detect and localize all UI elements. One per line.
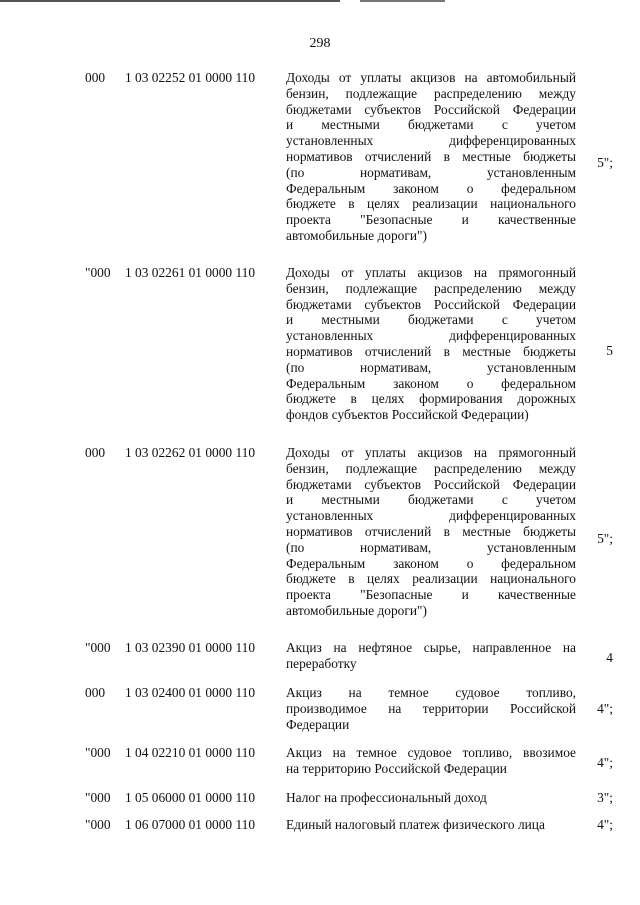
allocation-norm: 4"; xyxy=(597,701,613,716)
allocation-norm: 4"; xyxy=(597,817,613,832)
admin-code: "000 xyxy=(85,640,111,655)
description-line: Акциз на темное судовое топливо, xyxy=(286,685,576,700)
admin-code: "000 xyxy=(85,817,111,832)
admin-code: 000 xyxy=(85,445,106,460)
description-line: нормативов отчислений в местные бюджеты xyxy=(286,343,576,359)
allocation-norm: 3"; xyxy=(597,790,613,805)
description-line: Единый налоговый платеж физического лица xyxy=(286,817,545,832)
description-line: производимое на территории Российской xyxy=(286,700,576,716)
description-line: бензин, подлежащие распределению между xyxy=(286,280,576,296)
description-line: (по нормативам, установленным xyxy=(286,359,576,375)
description-line: Налог на профессиональный доход xyxy=(286,790,487,805)
admin-code: "000 xyxy=(85,265,111,280)
budget-classification-code: 1 03 02390 01 0000 110 xyxy=(125,640,256,655)
description-line: установленных дифференцированных xyxy=(286,328,576,344)
description-line: и местными бюджетами с учетом xyxy=(286,117,576,133)
budget-classification-code: 1 06 07000 01 0000 110 xyxy=(125,817,256,832)
description-line: автомобильные дороги") xyxy=(286,227,427,243)
admin-code: 000 xyxy=(85,70,106,85)
description-line: бюджетами субъектов Российской Федерации xyxy=(286,101,576,117)
page-number: 298 xyxy=(309,36,331,51)
description-line: Федеральным законом о федеральном xyxy=(286,180,576,196)
budget-classification-code: 1 04 02210 01 0000 110 xyxy=(125,745,256,760)
allocation-norm: 5"; xyxy=(597,155,613,170)
description-line: и местными бюджетами с учетом xyxy=(286,492,576,508)
description-line: бензин, подлежащие распределению между xyxy=(286,460,576,476)
allocation-norm: 5"; xyxy=(597,531,613,546)
top-rule-fragment xyxy=(360,0,445,2)
description-line: установленных дифференцированных xyxy=(286,133,576,149)
description-line: нормативов отчислений в местные бюджеты xyxy=(286,148,576,164)
allocation-norm: 4"; xyxy=(597,755,613,770)
description-line: нормативов отчислений в местные бюджеты xyxy=(286,523,576,539)
description-line: бюджетами субъектов Российской Федерации xyxy=(286,296,576,312)
description-line: бюджете в целях формирования дорожных xyxy=(286,391,576,407)
description-line: Доходы от уплаты акцизов на автомобильный xyxy=(286,70,576,85)
description-line: бюджетами субъектов Российской Федерации xyxy=(286,476,576,492)
income-description xyxy=(286,685,576,732)
description-line: на территорию Российской Федерации xyxy=(286,760,507,776)
description-line: (по нормативам, установленным xyxy=(286,539,576,555)
description-line: (по нормативам, установленным xyxy=(286,164,576,180)
budget-classification-code: 1 03 02261 01 0000 110 xyxy=(125,265,256,280)
allocation-norm: 5 xyxy=(606,343,613,358)
admin-code: 000 xyxy=(85,685,106,700)
description-line: Акциз на нефтяное сырье, направленное на xyxy=(286,640,576,655)
income-description xyxy=(286,445,576,619)
income-description xyxy=(286,265,576,423)
description-line: бюджете в целях реализации национального xyxy=(286,571,576,587)
budget-classification-code: 1 03 02252 01 0000 110 xyxy=(125,70,256,85)
description-line: Федеральным законом о федеральном xyxy=(286,555,576,571)
description-line: и местными бюджетами с учетом xyxy=(286,312,576,328)
description-line: Федерации xyxy=(286,716,350,732)
description-line: проекта "Безопасные и качественные xyxy=(286,212,576,228)
description-line: бюджете в целях реализации национального xyxy=(286,196,576,212)
description-line: проекта "Безопасные и качественные xyxy=(286,587,576,603)
admin-code: "000 xyxy=(85,745,111,760)
description-line: автомобильные дороги") xyxy=(286,602,427,618)
description-line: Доходы от уплаты акцизов на прямогонный xyxy=(286,265,576,280)
top-rule xyxy=(0,0,340,2)
allocation-norm: 4 xyxy=(606,650,613,665)
income-description xyxy=(286,640,576,672)
income-description xyxy=(286,817,576,833)
budget-classification-code: 1 05 06000 01 0000 110 xyxy=(125,790,256,805)
description-line: Акциз на темное судовое топливо, ввозимое xyxy=(286,745,576,760)
income-description xyxy=(286,70,576,244)
description-line: установленных дифференцированных xyxy=(286,508,576,524)
description-line: Доходы от уплаты акцизов на прямогонный xyxy=(286,445,576,460)
description-line: фондов субъектов Российской Федерации) xyxy=(286,407,529,423)
budget-classification-code: 1 03 02400 01 0000 110 xyxy=(125,685,256,700)
budget-classification-code: 1 03 02262 01 0000 110 xyxy=(125,445,256,460)
income-description xyxy=(286,790,576,806)
admin-code: "000 xyxy=(85,790,111,805)
description-line: Федеральным законом о федеральном xyxy=(286,375,576,391)
description-line: бензин, подлежащие распределению между xyxy=(286,85,576,101)
description-line: переработку xyxy=(286,655,357,671)
income-description xyxy=(286,745,576,777)
